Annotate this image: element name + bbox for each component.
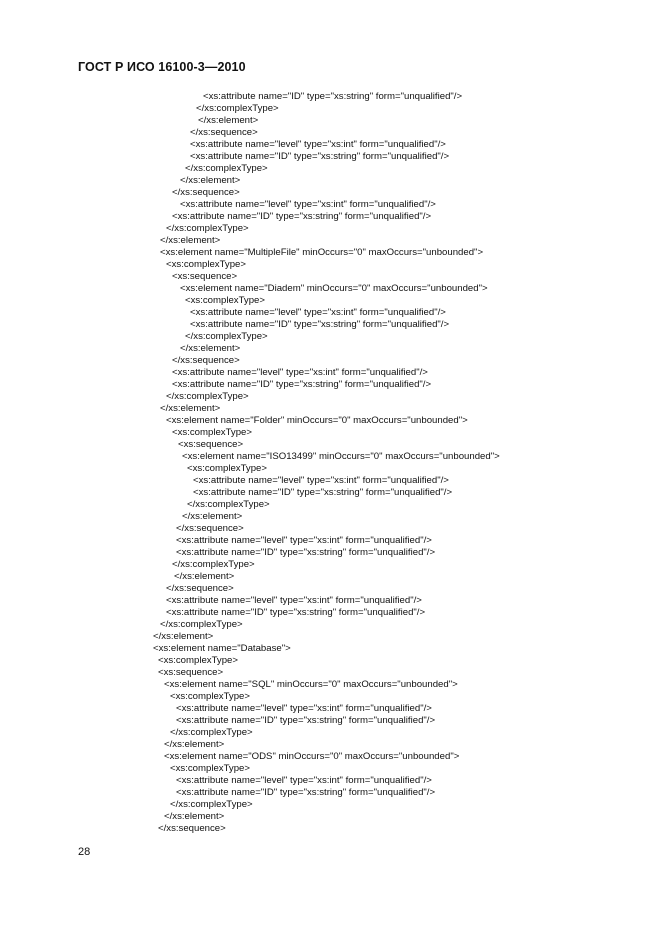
code-line: </xs:element> <box>164 739 225 750</box>
code-line: <xs:complexType> <box>158 655 238 666</box>
code-line: <xs:attribute name="level" type="xs:int" form="unqualified"/> <box>166 595 422 606</box>
code-line: </xs:element> <box>174 571 235 582</box>
code-line: </xs:sequence> <box>176 523 244 534</box>
code-line: <xs:element name="Database"> <box>153 643 291 654</box>
document-header-title: ГОСТ Р ИСО 16100-3—2010 <box>78 60 246 74</box>
code-line: <xs:attribute name="ID" type="xs:string" form="unqualified"/> <box>176 787 436 798</box>
code-line: <xs:attribute name="ID" type="xs:string" form="unqualified"/> <box>176 547 436 558</box>
code-line: <xs:attribute name="ID" type="xs:string" form="unqualified"/> <box>176 715 436 726</box>
code-line: </xs:element> <box>164 811 225 822</box>
code-line: <xs:sequence> <box>172 271 238 282</box>
code-line: <xs:complexType> <box>185 295 265 306</box>
code-line: <xs:complexType> <box>170 763 250 774</box>
code-line: <xs:attribute name="level" type="xs:int" form="unqualified"/> <box>176 535 432 546</box>
code-line: <xs:attribute name="ID" type="xs:string" form="unqualified"/> <box>166 607 426 618</box>
code-line: <xs:attribute name="level" type="xs:int" form="unqualified"/> <box>172 367 428 378</box>
code-line: <xs:attribute name="ID" type="xs:string" form="unqualified"/> <box>172 379 432 390</box>
code-line: </xs:sequence> <box>158 823 226 834</box>
code-line: <xs:attribute name="ID" type="xs:string" form="unqualified"/> <box>203 91 463 102</box>
code-line: </xs:complexType> <box>166 391 249 402</box>
code-line: <xs:attribute name="level" type="xs:int" form="unqualified"/> <box>176 703 432 714</box>
code-line: </xs:element> <box>180 343 241 354</box>
code-line: <xs:sequence> <box>178 439 244 450</box>
code-line: </xs:complexType> <box>166 223 249 234</box>
code-line: </xs:element> <box>160 403 221 414</box>
code-line: </xs:element> <box>180 175 241 186</box>
code-line: </xs:complexType> <box>187 499 270 510</box>
code-line: </xs:complexType> <box>185 163 268 174</box>
code-line: <xs:element name="Folder" minOccurs="0" maxOccurs="unbounded"> <box>166 415 468 426</box>
code-line: </xs:sequence> <box>166 583 234 594</box>
code-line: <xs:complexType> <box>172 427 252 438</box>
code-line: <xs:attribute name="level" type="xs:int" form="unqualified"/> <box>176 775 432 786</box>
code-line: <xs:element name="MultipleFile" minOccurs="0" maxOccurs="unbounded"> <box>160 247 484 258</box>
code-line: <xs:element name="Diadem" minOccurs="0" maxOccurs="unbounded"> <box>180 283 488 294</box>
code-line: <xs:attribute name="level" type="xs:int" form="unqualified"/> <box>180 199 436 210</box>
code-line: <xs:attribute name="ID" type="xs:string" form="unqualified"/> <box>190 319 450 330</box>
code-line: <xs:complexType> <box>187 463 267 474</box>
code-line: <xs:element name="SQL" minOccurs="0" maxOccurs="unbounded"> <box>164 679 458 690</box>
code-line: </xs:sequence> <box>172 187 240 198</box>
code-line: </xs:complexType> <box>185 331 268 342</box>
code-line: </xs:complexType> <box>170 799 253 810</box>
code-line: <xs:complexType> <box>170 691 250 702</box>
code-line: </xs:sequence> <box>172 355 240 366</box>
code-line: <xs:sequence> <box>158 667 224 678</box>
code-line: </xs:complexType> <box>172 559 255 570</box>
code-line: </xs:complexType> <box>196 103 279 114</box>
code-line: </xs:element> <box>198 115 259 126</box>
code-line: <xs:attribute name="level" type="xs:int" form="unqualified"/> <box>193 475 449 486</box>
code-line: </xs:element> <box>153 631 214 642</box>
code-line: <xs:attribute name="level" type="xs:int" form="unqualified"/> <box>190 139 446 150</box>
code-line: <xs:attribute name="ID" type="xs:string" form="unqualified"/> <box>172 211 432 222</box>
code-line: <xs:attribute name="ID" type="xs:string" form="unqualified"/> <box>193 487 453 498</box>
code-line: <xs:element name="ISO13499" minOccurs="0" maxOccurs="unbounded"> <box>182 451 500 462</box>
code-line: </xs:complexType> <box>160 619 243 630</box>
code-line: <xs:complexType> <box>166 259 246 270</box>
code-line: </xs:sequence> <box>190 127 258 138</box>
page-number: 28 <box>78 846 91 858</box>
code-line: </xs:complexType> <box>170 727 253 738</box>
code-line: <xs:attribute name="ID" type="xs:string" form="unqualified"/> <box>190 151 450 162</box>
code-line: </xs:element> <box>160 235 221 246</box>
code-line: <xs:attribute name="level" type="xs:int" form="unqualified"/> <box>190 307 446 318</box>
code-line: </xs:element> <box>182 511 243 522</box>
code-line: <xs:element name="ODS" minOccurs="0" maxOccurs="unbounded"> <box>164 751 460 762</box>
